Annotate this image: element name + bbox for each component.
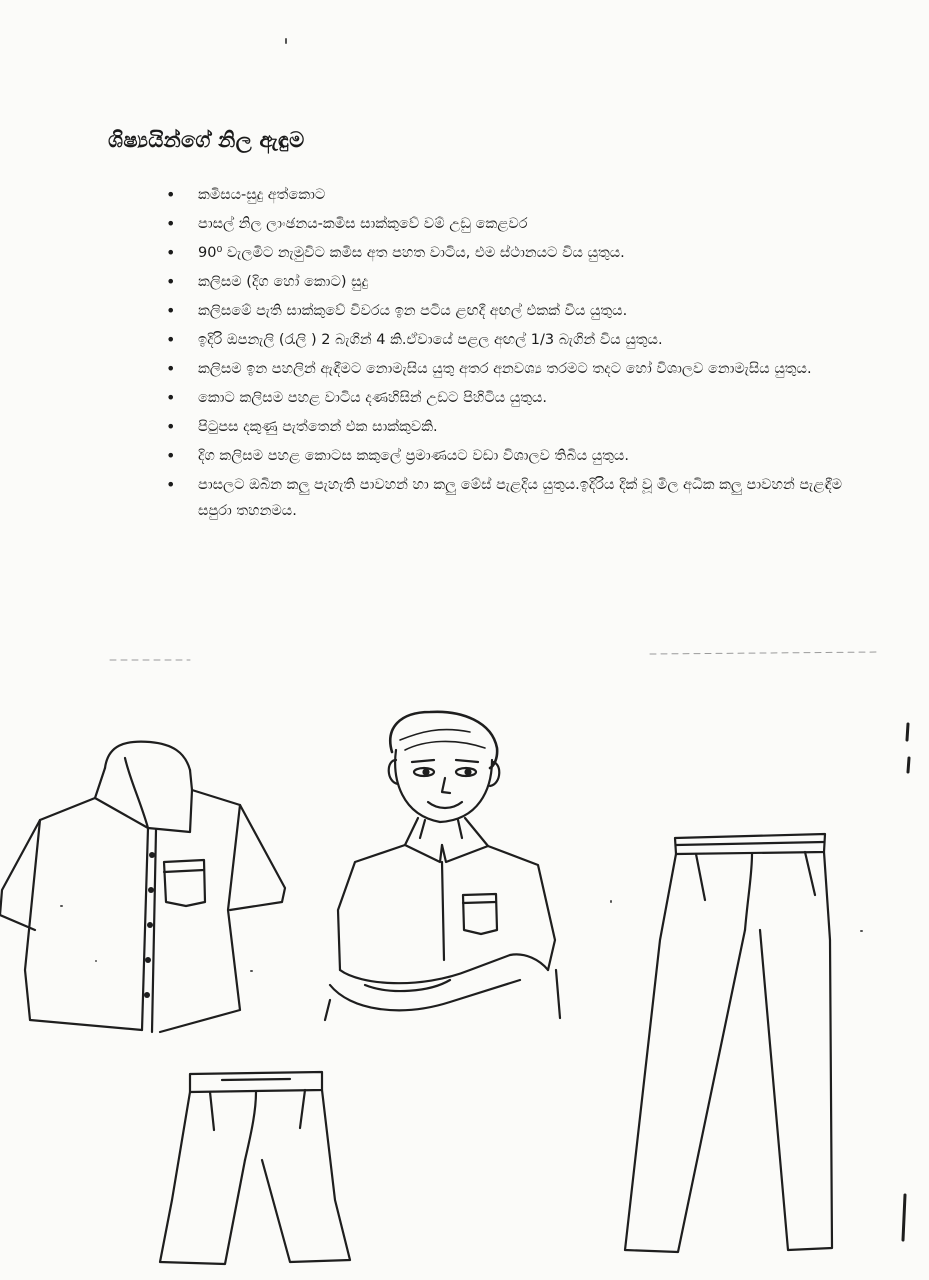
scan-lines <box>110 652 880 660</box>
scan-speck <box>285 38 287 44</box>
rule-item: • කලිසම (දිග හෝ කොට) සුදු <box>166 269 856 295</box>
scan-speck <box>610 900 612 903</box>
rule-item: • කලිසමේ පැති සාක්කුවේ විවරය ඉන පටිය ළඟදී අඟල් එකක් විය යුතුය. <box>166 298 856 324</box>
short-trousers-drawing <box>160 1072 350 1264</box>
rule-item: • කමිසය-සුදු අත්කොට <box>166 182 856 208</box>
scan-speck <box>95 960 97 962</box>
uniform-illustration <box>0 640 929 1280</box>
rule-item: • ඉදිරි ඔපනැලි (රැලි ) 2 බැගින් 4 කි.ඒවායේ පළල අඟල් 1/3 බැගින් විය යුතුය. <box>166 327 856 353</box>
rule-item: • 90⁰ වැලමිට නැමුවිට කමිස අත පහත වාටිය, එම ස්ථානයට විය යුතුය. <box>166 240 856 266</box>
page-heading: ශිෂ්‍යයින්ගේ නිල ඇඳුම <box>108 128 305 152</box>
scan-speck <box>60 905 63 907</box>
rule-item: • පාසල් නිල ලාංඡනය-කමිස සාක්කුවේ වම් උඩු කෙළවර <box>166 211 856 237</box>
boy-drawing <box>325 712 560 1020</box>
rule-item: • කලිසම ඉන පහලින් ඇඳීමට නොමැසිය යුතු අතර අනවශ්‍ය තරමට තදට හෝ විශාලව නොමැසිය යුතුය. <box>166 356 856 382</box>
long-trousers-drawing <box>625 834 832 1252</box>
rule-item: • පිටුපස දකුණු පැත්තෙන් එක සාක්කුවකි. <box>166 414 856 440</box>
rule-item: • පාසලට ඔබින කලු පැහැති පාවහන් හා කලු මේස් පැළදිය යුතුය.ඉදිරිය දික් වූ මිල අධික කලු පාවහන් පැළඳීම සපුරා තහනමය. <box>166 472 856 524</box>
margin-marks <box>903 724 909 1240</box>
scan-speck <box>250 970 253 972</box>
rule-item: • දිග කලිසම පහළ කොටස කකුලේ ප්‍රමාණයට වඩා විශාලව තිබිය යුතුය. <box>166 443 856 469</box>
shirt-drawing <box>0 742 285 1032</box>
rule-item: • කොට කලිසම පහළ වාටිය දණහිසින් උඩට පිහිටිය යුතුය. <box>166 385 856 411</box>
scan-speck <box>860 930 863 932</box>
uniform-rules-list <box>166 182 856 527</box>
